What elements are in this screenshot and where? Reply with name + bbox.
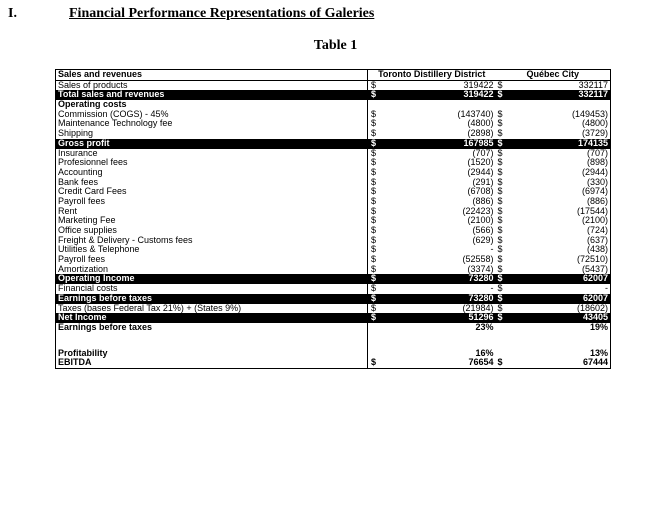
currency-symbol: $ bbox=[496, 139, 531, 149]
row-label: EBITDA bbox=[56, 358, 368, 368]
currency-symbol: $ bbox=[497, 177, 503, 187]
currency-symbol: $ bbox=[497, 226, 503, 236]
toronto-value: - bbox=[490, 284, 494, 294]
toronto-value: 73280 bbox=[438, 294, 496, 304]
row-label: Profesionnel fees bbox=[56, 158, 368, 168]
row-label: Operating Income bbox=[56, 274, 368, 284]
quebec-value: (637) bbox=[531, 236, 611, 246]
quebec-value: 67444 bbox=[531, 358, 611, 368]
row-label: Operating costs bbox=[56, 100, 368, 110]
currency-symbol: $ bbox=[371, 167, 377, 177]
currency-symbol: $ bbox=[497, 158, 503, 168]
toronto-value: (52558) bbox=[462, 255, 494, 265]
row-label: Net Income bbox=[56, 313, 368, 323]
toronto-value: 319422 bbox=[438, 90, 496, 100]
quebec-value: (724) bbox=[531, 226, 611, 236]
currency-symbol: $ bbox=[497, 148, 503, 158]
table-row bbox=[56, 129, 611, 139]
toronto-value: (1520) bbox=[467, 158, 494, 168]
currency-symbol: $ bbox=[497, 235, 503, 245]
table-row bbox=[56, 158, 611, 168]
currency-symbol: $ bbox=[496, 80, 531, 90]
quebec-value: (4800) bbox=[531, 119, 611, 129]
quebec-value: (5437) bbox=[531, 265, 611, 275]
table-row bbox=[56, 178, 611, 188]
currency-symbol: $ bbox=[368, 80, 438, 90]
table-row bbox=[56, 216, 611, 226]
row-label: Marketing Fee bbox=[56, 216, 368, 226]
quebec-value: (149453) bbox=[531, 110, 611, 120]
row-label: Earnings before taxes bbox=[56, 294, 368, 304]
quebec-value: 62007 bbox=[531, 274, 611, 284]
toronto-value: (291) bbox=[472, 177, 494, 187]
currency-symbol: $ bbox=[368, 274, 438, 284]
currency-symbol: $ bbox=[371, 158, 377, 168]
row-label: Sales of products bbox=[56, 80, 368, 90]
quebec-value: 174135 bbox=[531, 139, 611, 149]
currency-symbol: $ bbox=[496, 358, 531, 368]
quebec-value: (707) bbox=[531, 149, 611, 159]
currency-symbol: $ bbox=[371, 187, 377, 197]
currency-symbol bbox=[368, 323, 438, 333]
currency-symbol bbox=[368, 333, 438, 349]
currency-symbol: $ bbox=[371, 235, 377, 245]
section-number: I. bbox=[8, 6, 17, 21]
quebec-value: (898) bbox=[531, 158, 611, 168]
row-label: Financial costs bbox=[56, 284, 368, 294]
currency-symbol: $ bbox=[368, 294, 438, 304]
currency-symbol: $ bbox=[371, 196, 377, 206]
table-row bbox=[56, 110, 611, 120]
currency-symbol: $ bbox=[497, 129, 503, 139]
row-label: Total sales and revenues bbox=[56, 90, 368, 100]
table-row bbox=[56, 349, 611, 359]
row-label bbox=[56, 333, 368, 349]
currency-symbol: $ bbox=[368, 358, 438, 368]
table-row bbox=[56, 284, 611, 294]
row-label: Earnings before taxes bbox=[56, 323, 368, 333]
row-label: Rent bbox=[56, 207, 368, 217]
quebec-value bbox=[531, 100, 611, 110]
row-label: Freight & Delivery - Customs fees bbox=[56, 236, 368, 246]
toronto-value: - bbox=[490, 245, 494, 255]
currency-symbol: $ bbox=[497, 264, 503, 274]
currency-symbol bbox=[496, 333, 531, 349]
toronto-value: (22423) bbox=[462, 206, 494, 216]
currency-symbol bbox=[368, 349, 438, 359]
row-label: Profitability bbox=[56, 349, 368, 359]
column-header-quebec: Québec City bbox=[496, 70, 611, 81]
row-label: Insurance bbox=[56, 149, 368, 159]
currency-symbol: $ bbox=[497, 245, 503, 255]
table-row bbox=[56, 139, 611, 149]
quebec-value: 43405 bbox=[531, 313, 611, 323]
table-row bbox=[56, 304, 611, 314]
toronto-value: 51296 bbox=[438, 313, 496, 323]
quebec-value: 62007 bbox=[531, 294, 611, 304]
toronto-value: 16% bbox=[475, 348, 494, 358]
currency-symbol: $ bbox=[368, 313, 438, 323]
toronto-value: (629) bbox=[472, 235, 494, 245]
toronto-value: (4800) bbox=[467, 119, 494, 129]
toronto-value: (2898) bbox=[467, 129, 494, 139]
currency-symbol: $ bbox=[371, 226, 377, 236]
currency-symbol: $ bbox=[497, 303, 503, 313]
table-row bbox=[56, 274, 611, 284]
row-label: Sales and revenues bbox=[56, 70, 368, 81]
currency-symbol: $ bbox=[371, 303, 377, 313]
row-label: Office supplies bbox=[56, 226, 368, 236]
row-label: Payroll fees bbox=[56, 255, 368, 265]
table-row bbox=[56, 70, 611, 81]
quebec-value: (3729) bbox=[531, 129, 611, 139]
currency-symbol bbox=[496, 349, 531, 359]
currency-symbol: $ bbox=[497, 206, 503, 216]
table-row bbox=[56, 265, 611, 275]
table-row bbox=[56, 149, 611, 159]
column-header-toronto: Toronto Distillery District bbox=[368, 70, 496, 81]
table-row bbox=[56, 197, 611, 207]
table-row bbox=[56, 100, 611, 110]
toronto-value: 76654 bbox=[438, 358, 496, 368]
currency-symbol: $ bbox=[496, 294, 531, 304]
currency-symbol: $ bbox=[371, 129, 377, 139]
currency-symbol bbox=[496, 100, 531, 110]
currency-symbol: $ bbox=[497, 255, 503, 265]
section-title: Financial Performance Representations of Galeries bbox=[69, 6, 375, 21]
financial-table bbox=[55, 69, 611, 369]
quebec-value: (438) bbox=[531, 245, 611, 255]
toronto-value: (6708) bbox=[467, 187, 494, 197]
quebec-value: - bbox=[531, 284, 611, 294]
currency-symbol: $ bbox=[371, 255, 377, 265]
row-label: Bank fees bbox=[56, 178, 368, 188]
row-label: Gross profit bbox=[56, 139, 368, 149]
table-row bbox=[56, 333, 611, 349]
quebec-value: (2944) bbox=[531, 168, 611, 178]
table-row bbox=[56, 207, 611, 217]
currency-symbol bbox=[496, 323, 531, 333]
currency-symbol: $ bbox=[371, 109, 377, 119]
toronto-value: (566) bbox=[472, 226, 494, 236]
row-label: Maintenance Technology fee bbox=[56, 119, 368, 129]
section-heading bbox=[0, 6, 663, 26]
toronto-value: 23% bbox=[475, 322, 494, 332]
toronto-value: 319422 bbox=[438, 80, 496, 90]
currency-symbol: $ bbox=[497, 284, 503, 294]
quebec-value: 19% bbox=[531, 323, 611, 333]
row-label: Amortization bbox=[56, 265, 368, 275]
table-row bbox=[56, 236, 611, 246]
quebec-value: (6974) bbox=[531, 187, 611, 197]
currency-symbol: $ bbox=[368, 90, 438, 100]
currency-symbol: $ bbox=[496, 313, 531, 323]
table-row bbox=[56, 80, 611, 90]
quebec-value bbox=[531, 333, 611, 349]
toronto-value: (2100) bbox=[467, 216, 494, 226]
table-row bbox=[56, 119, 611, 129]
table-row bbox=[56, 90, 611, 100]
currency-symbol: $ bbox=[371, 119, 377, 129]
currency-symbol: $ bbox=[497, 167, 503, 177]
toronto-value: (143740) bbox=[457, 109, 494, 119]
table-row bbox=[56, 323, 611, 333]
quebec-value: (17544) bbox=[531, 207, 611, 217]
currency-symbol: $ bbox=[371, 284, 377, 294]
toronto-value: (21984) bbox=[462, 303, 494, 313]
quebec-value: (18602) bbox=[531, 304, 611, 314]
table-caption: Table 1 bbox=[313, 38, 358, 53]
toronto-value: (3374) bbox=[467, 264, 494, 274]
quebec-value: 13% bbox=[531, 349, 611, 359]
table-row bbox=[56, 294, 611, 304]
table-row bbox=[56, 226, 611, 236]
currency-symbol: $ bbox=[497, 216, 503, 226]
currency-symbol: $ bbox=[368, 139, 438, 149]
quebec-value: (2100) bbox=[531, 216, 611, 226]
table-row bbox=[56, 245, 611, 255]
toronto-value: 167985 bbox=[438, 139, 496, 149]
row-label: Payroll fees bbox=[56, 197, 368, 207]
row-label: Shipping bbox=[56, 129, 368, 139]
currency-symbol bbox=[368, 100, 438, 110]
table-row bbox=[56, 255, 611, 265]
currency-symbol: $ bbox=[496, 274, 531, 284]
currency-symbol: $ bbox=[371, 264, 377, 274]
currency-symbol: $ bbox=[496, 90, 531, 100]
currency-symbol: $ bbox=[371, 216, 377, 226]
quebec-value: (886) bbox=[531, 197, 611, 207]
row-label: Utilities & Telephone bbox=[56, 245, 368, 255]
toronto-value bbox=[438, 333, 496, 349]
table-row bbox=[56, 358, 611, 368]
table-row bbox=[56, 168, 611, 178]
row-label: Taxes (bases Federal Tax 21%) + (States 9%) bbox=[56, 304, 368, 314]
currency-symbol: $ bbox=[371, 206, 377, 216]
quebec-value: 332117 bbox=[531, 80, 611, 90]
row-label: Accounting bbox=[56, 168, 368, 178]
table-row bbox=[56, 187, 611, 197]
table-row bbox=[56, 313, 611, 323]
toronto-value: (707) bbox=[472, 148, 494, 158]
quebec-value: 332117 bbox=[531, 90, 611, 100]
currency-symbol: $ bbox=[371, 148, 377, 158]
toronto-value: (886) bbox=[472, 196, 494, 206]
currency-symbol: $ bbox=[497, 119, 503, 129]
toronto-value: 73280 bbox=[438, 274, 496, 284]
row-label: Commission (COGS) - 45% bbox=[56, 110, 368, 120]
currency-symbol: $ bbox=[497, 196, 503, 206]
currency-symbol: $ bbox=[497, 187, 503, 197]
quebec-value: (330) bbox=[531, 178, 611, 188]
row-label: Credit Card Fees bbox=[56, 187, 368, 197]
toronto-value bbox=[438, 100, 496, 110]
currency-symbol: $ bbox=[371, 245, 377, 255]
quebec-value: (72510) bbox=[531, 255, 611, 265]
currency-symbol: $ bbox=[371, 177, 377, 187]
toronto-value: (2944) bbox=[467, 167, 494, 177]
currency-symbol: $ bbox=[497, 109, 503, 119]
